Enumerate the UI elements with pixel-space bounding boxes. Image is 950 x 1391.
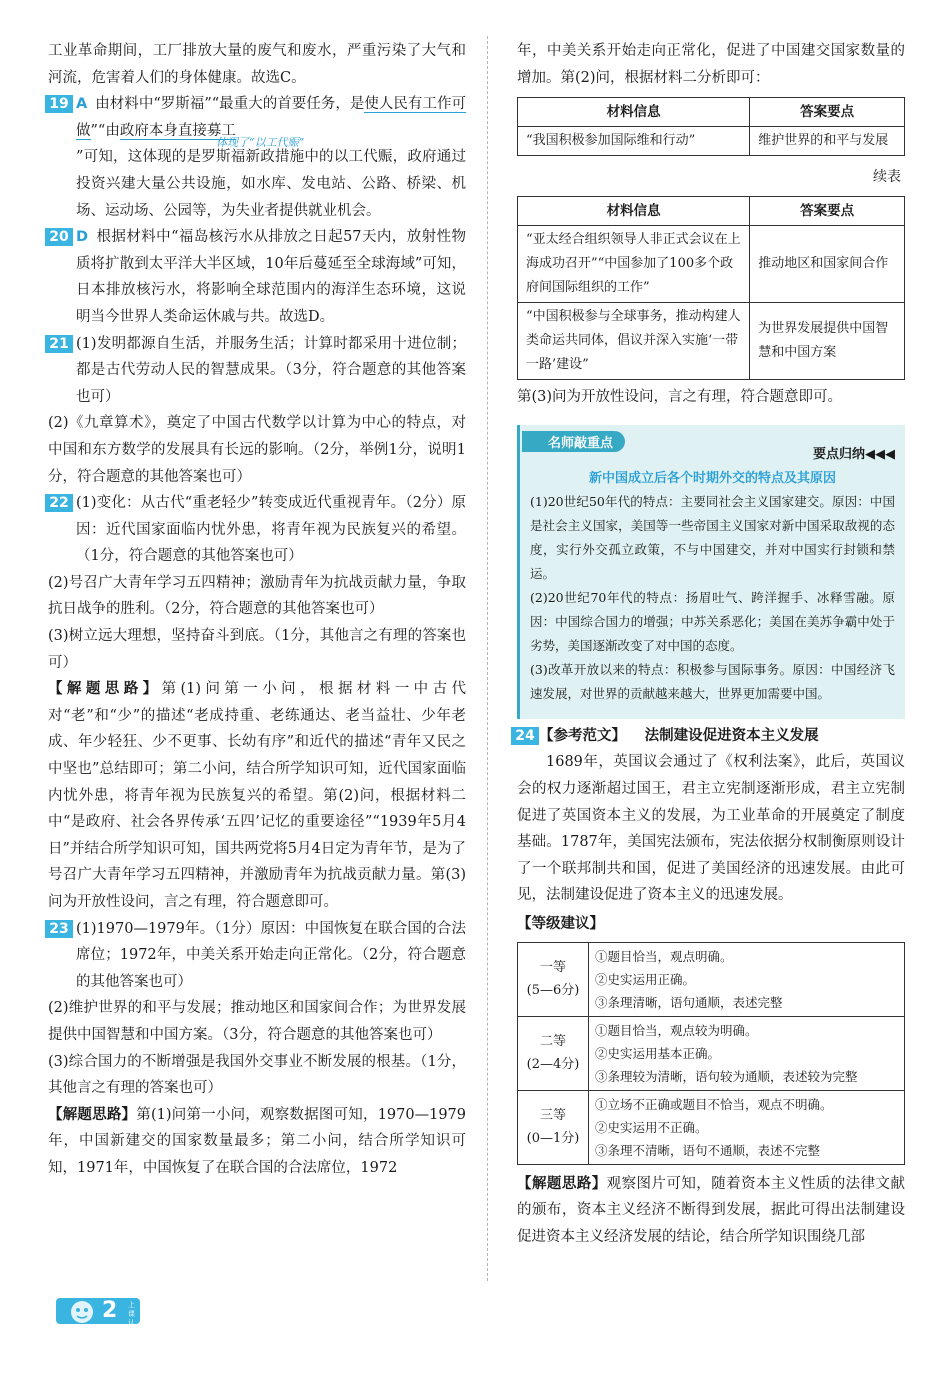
question-number: 19 xyxy=(45,95,73,113)
tips-paragraph: (2)20世纪70年代的特点：扬眉吐气、跨洋握手、冰释雪融。原因：中国综合国力的增强；中苏关系恶化；美国在美苏争霸中处于劣势，美国逐渐改变了对中国的态度。 xyxy=(530,589,895,653)
answer-letter: A xyxy=(76,96,88,113)
grade-level: 二等 xyxy=(539,1034,566,1050)
analysis-label: 【解题思路】 xyxy=(517,1175,607,1192)
analysis-label: 【解题思路】 xyxy=(48,681,162,698)
answer-part-1: (1)发明都源自生活，并服务生活；计算时都采用十进位制；都是古代劳动人民的智慧成果。（3分，符合题意的其他答案也可） xyxy=(76,335,466,405)
grade-score: (0—1分) xyxy=(526,1131,580,1147)
answer-letter: D xyxy=(76,229,89,246)
table-row xyxy=(518,303,905,380)
question-number: 23 xyxy=(45,920,73,938)
grade-item: ①题目恰当，观点明确。 xyxy=(595,948,733,964)
answer-part-2: (2)号召广大青年学习五四精神；激励青年为抗战贡献力量，争取抗日战争的胜利。（2分，符合题意的其他答案也可） xyxy=(48,574,466,618)
question-number: 22 xyxy=(45,494,73,512)
question-22 xyxy=(48,490,466,916)
page-footer xyxy=(46,1290,186,1390)
question-number: 21 xyxy=(45,335,73,353)
grade-item: ②史实运用正确。 xyxy=(595,971,696,987)
table-row xyxy=(518,127,905,156)
tips-paragraph: (1)20世纪50年代的特点：主要同社会主义国家建交。原因：中国是社会主义国家，美国等一些帝国主义国家对新中国采取敌视的态度，实行外交孤立政策，不与中国建交，并对中国实行封锁和禁运。 xyxy=(530,493,895,581)
grade-level: 一等 xyxy=(539,960,566,976)
table-cell: 推动地区和国家间合作 xyxy=(750,226,905,303)
table-header: 材料信息 xyxy=(518,197,750,226)
table-header: 答案要点 xyxy=(750,197,905,226)
table-cell: “中国积极参与全球事务，推动构建人类命运共同体，倡议并深入实施‘一带一路’建设” xyxy=(518,303,750,380)
left-column xyxy=(48,38,466,1182)
table-cell: 为世界发展提供中国智慧和中国方案 xyxy=(750,303,905,380)
answer-part-2: (2)维护世界的和平与发展；推动地区和国家间合作；为世界发展提供中国智慧和中国方案。（3分，符合题意的其他答案也可） xyxy=(48,1000,466,1043)
answer-part-3: (3)树立远大理想，坚持奋斗到底。（1分，其他言之有理的答案也可） xyxy=(48,628,466,671)
tips-title: 新中国成立后各个时期外交的特点及其原因 xyxy=(588,470,836,486)
question-24 xyxy=(517,723,905,1251)
table-row xyxy=(518,1090,905,1164)
grade-item: ③条理较为清晰，语句较为通顺，表述较为完整 xyxy=(595,1068,858,1084)
explanation-text: 根据材料中“福岛核污水从排放之日起57天内，放射性物质将扩散到太平洋大半区域，10年后蔓延至全球海域”可知，日本排放核污水，将影响全球范围内的海洋生态环境，这说明当今世界人类命运休戚与共。故选D。 xyxy=(76,229,466,325)
question-number: 24 xyxy=(511,727,539,745)
intro-paragraph: 工业革命期间，工厂排放大量的废气和废水，严重污染了大气和河流，危害着人们的身体健康。故选C。 xyxy=(48,43,466,86)
grade-item: ②史实运用不正确。 xyxy=(595,1119,708,1135)
essay-body: 1689年，英国议会通过了《权利法案》，此后，英国议会的权力逐渐超过国王，君主立宪制逐渐形成，君主立宪制促进了英国资本主义的发展，为工业革命的开展奠定了制度基础。1787年，美国宪法颁布，宪法依据分权制衡原则设计了一个联邦制共和国，促进了美国经济的迅速发展。由此可见，法制建设促进了资本主义的迅速发展。 xyxy=(517,754,905,904)
table-row xyxy=(518,942,905,1016)
question-21 xyxy=(48,331,466,491)
answer-part-3: (3)综合国力的不断增强是我国外交事业不断发展的根基。（1分，其他言之有理的答案也可） xyxy=(48,1053,466,1097)
table-header-row xyxy=(518,197,905,226)
slogan-line: 下课练天天 xyxy=(128,1346,135,1390)
table-row xyxy=(518,226,905,303)
material-table xyxy=(517,97,905,156)
grade-item: ③条理不清晰，语句不通顺，表述不完整 xyxy=(595,1142,821,1158)
tips-paragraph: (3)改革开放以来的特点：积极参与国际事务。原因：中国经济飞速发展，对世界的贡献越来越大，世界更加需要中国。 xyxy=(530,661,895,701)
answer-part-2: (2)《九章算术》，奠定了中国古代数学以计算为中心的特点，对中国和东方数学的发展具有长远的影响。（2分，举例1分，说明1分，符合题意的其他答案也可） xyxy=(48,415,466,485)
grade-item: ②史实运用基本正确。 xyxy=(595,1045,721,1061)
after-table-text: 第(3)问为开放性设问，言之有理，符合题意即可。 xyxy=(517,389,843,406)
grade-item: ①立场不正确或题目不恰当，观点不明确。 xyxy=(595,1096,833,1112)
continued-label: 续表 xyxy=(873,169,901,186)
question-number: 20 xyxy=(45,228,73,246)
material-table-continued xyxy=(517,196,905,380)
table-cell: “亚太经合组织领导人非正式会议在上海成功召开”“中国参加了100多个政府间国际组织的工作” xyxy=(518,226,750,303)
grade-level: 三等 xyxy=(539,1108,566,1124)
column-divider xyxy=(487,36,488,1281)
grade-table xyxy=(517,942,905,1165)
table-cell: “我国积极参加国际维和行动” xyxy=(518,127,750,156)
table-row xyxy=(518,1016,905,1090)
continued-text: 年，中美关系开始走向正常化，促进了中国建交国家数量的增加。第(2)问，根据材料二分析即可： xyxy=(517,43,905,86)
tips-badge: 名师敲重点 xyxy=(522,431,625,452)
grade-score: (5—6分) xyxy=(526,983,580,999)
answer-part-1: (1)1970—1979年。（1分）原因：中国恢复在联合国的合法席位；1972年，中美关系开始走向正常化。（2分，符合题意的其他答案也可） xyxy=(76,920,466,990)
answer-part-1: (1)变化：从古代“重老轻少”转变成近代重视青年。（2分）原因：近代国家面临内忧外患，将青年视为民族复兴的希望。（1分，符合题意的其他答案也可） xyxy=(76,495,466,565)
grade-label: 【等级建议】 xyxy=(517,915,604,932)
underlined-quote: 使人民有工作可做 xyxy=(76,96,466,139)
model-essay-label: 【参考范文】 xyxy=(539,727,626,744)
mascot-icon xyxy=(68,1298,96,1326)
grade-item: ③条理清晰，语句通顺，表述完整 xyxy=(595,994,783,1010)
table-cell: 维护世界的和平与发展 xyxy=(750,127,905,156)
analysis-text: 第(1)问第一小问，根据材料一中古代对“老”和“少”的描述“老成持重、老练通达、老当益壮、少年老成、年少轻狂、少不更事、长幼有序”和近代的描述“青年又民之中坚也”总结即可；第二小问，结合所学知识可知，近代国家面临内忧外患，将青年视为民族复兴的希望。第(2)问，根据材料二中“是政府、社会各界传承‘五四’记忆的重要途径”“1939年5月4日”并结合所学知识可知，国共两党将5月4日定为青年节，是为了号召广大青年学习五四精神，并激励青年为抗战贡献力量。第(3)问为开放性设问，言之有理，符合题意即可。 xyxy=(48,681,466,910)
table-header: 答案要点 xyxy=(750,98,905,127)
grade-item: ①题目恰当，观点较为明确。 xyxy=(595,1022,758,1038)
analysis-text: 第(1)问第一小问，观察数据图可知，1970—1979年，中国新建交的国家数量最多；第二小问，结合所学知识可知，1971年，中国恢复了在联合国的合法席位，1972 xyxy=(48,1106,467,1176)
page-number-badge xyxy=(56,1298,140,1390)
teacher-tips-box xyxy=(517,425,905,719)
table-header-row xyxy=(518,98,905,127)
question-20 xyxy=(48,224,466,330)
analysis-label: 【解题思路】 xyxy=(48,1106,137,1123)
question-19: 19 A 由材料中“罗斯福”“最重大的首要任务，是使人民有工作可做”“由政府本身直接募工 体现了“以工代赈” ”可知，这体现的是罗斯福新政措施中的以工代赈，政府通过投资兴建大量公共设施，如水库、发电站、公路、桥梁、机场、运动场、公园等，为失业者提供就业机会。 xyxy=(48,91,466,224)
question-23 xyxy=(48,916,466,1182)
handwritten-note: 体现了“以工代赈” xyxy=(216,136,305,150)
page-number: 2 xyxy=(102,1298,118,1323)
essay-title: 法制建设促进资本主义发展 xyxy=(644,727,819,744)
slogan-line: 上课认真听 xyxy=(128,1301,135,1345)
right-column xyxy=(517,38,905,1250)
analysis-text: 观察图片可知，随着资本主义性质的法律文献的颁布，资本主义经济不断得到发展，据此可得出法制建设促进资本主义经济发展的结论，结合所学知识围绕几部 xyxy=(517,1175,905,1245)
grade-score: (2—4分) xyxy=(526,1057,580,1073)
underlined-quote: 政府本身直接募工 xyxy=(119,122,236,139)
table-header: 材料信息 xyxy=(518,98,750,127)
key-points-label: 要点归纳◀◀◀ xyxy=(813,446,895,462)
